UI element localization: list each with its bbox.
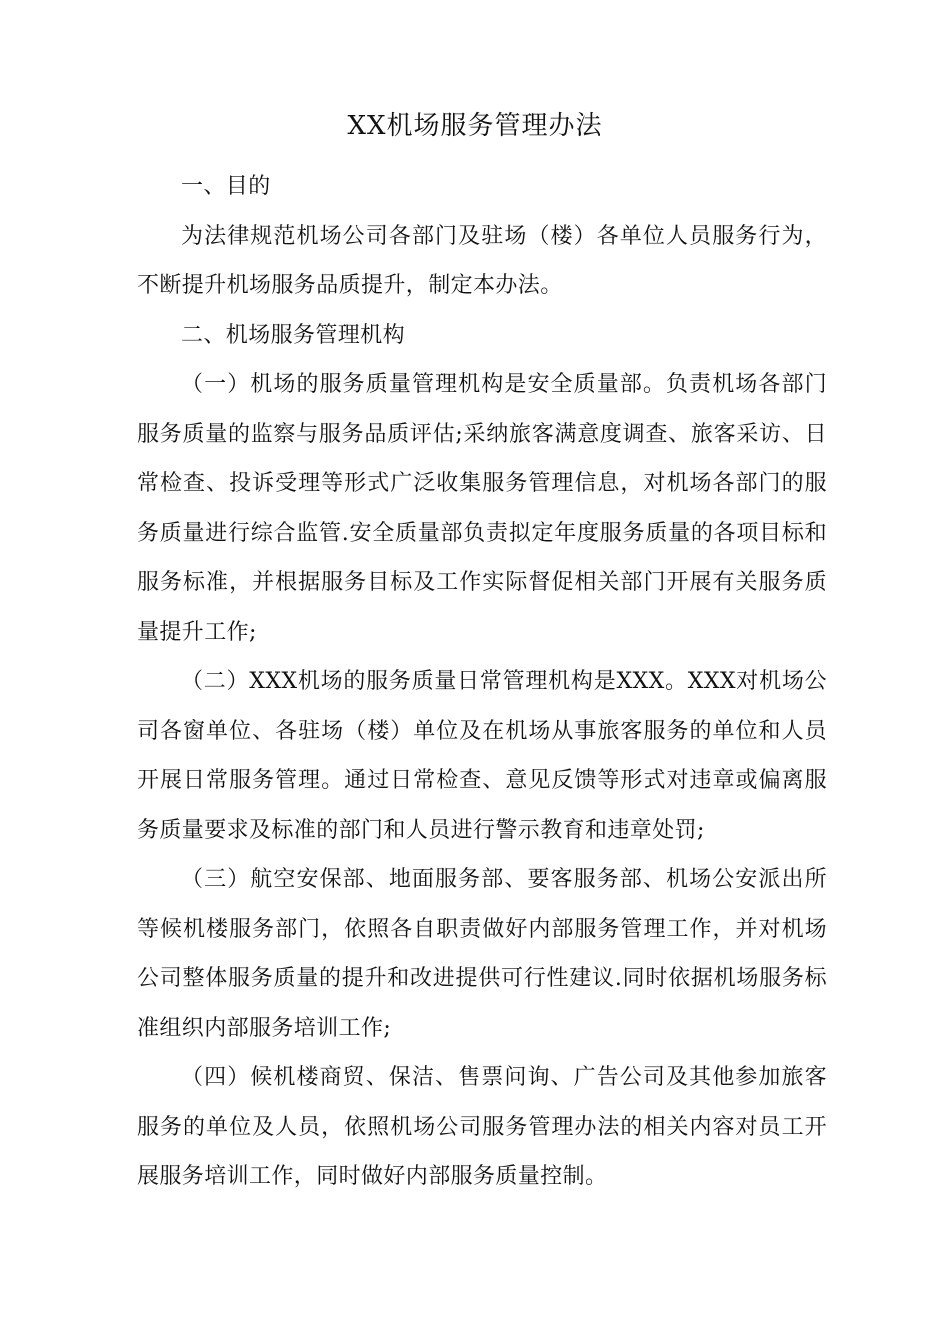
section-heading-purpose: 一、目的 [181, 174, 271, 199]
paragraph-item-3: （三）航空安保部、地面服务部、要客服务部、机场公安派出所等候机楼服务部门，依照各自职责做好内部服务管理工作，并对机场公司整体服务质量的提升和改进提供可行性建议.同时依据机场服务标准组织内部服务培训工作; [137, 867, 827, 1041]
document-body [137, 162, 827, 1202]
paragraph-purpose: 为法律规范机场公司各部门及驻场（楼）各单位人员服务行为，不断提升机场服务品质提升，制定本办法。 [137, 223, 827, 298]
document-title: XX机场服务管理办法 [347, 111, 603, 141]
section-heading-organization: 二、机场服务管理机构 [181, 322, 406, 348]
paragraph-item-4: （四）候机楼商贸、保洁、售票问询、广告公司及其他参加旅客服务的单位及人员，依照机场公司服务管理办法的相关内容对员工开展服务培训工作，同时做好内部服务质量控制。 [137, 1065, 827, 1189]
paragraph-item-2: （二）XXX机场的服务质量日常管理机构是XXX。XXX对机场公司各窗单位、各驻场（楼）单位及在机场从事旅客服务的单位和人员开展日常服务管理。通过日常检查、意见反馈等形式对违章或偏离服务质量要求及标准的部门和人员进行警示教育和违章处罚; [137, 669, 827, 843]
paragraph-item-1: （一）机场的服务质量管理机构是安全质量部。负责机场各部门服务质量的监察与服务品质评估;采纳旅客满意度调查、旅客采访、日常检查、投诉受理等形式广泛收集服务管理信息，对机场各部门的服务质量进行综合监管.安全质量部负责拟定年度服务质量的各项目标和服务标准，并根据服务目标及工作实际督促相关部门开展有关服务质量提升工作; [137, 372, 827, 645]
